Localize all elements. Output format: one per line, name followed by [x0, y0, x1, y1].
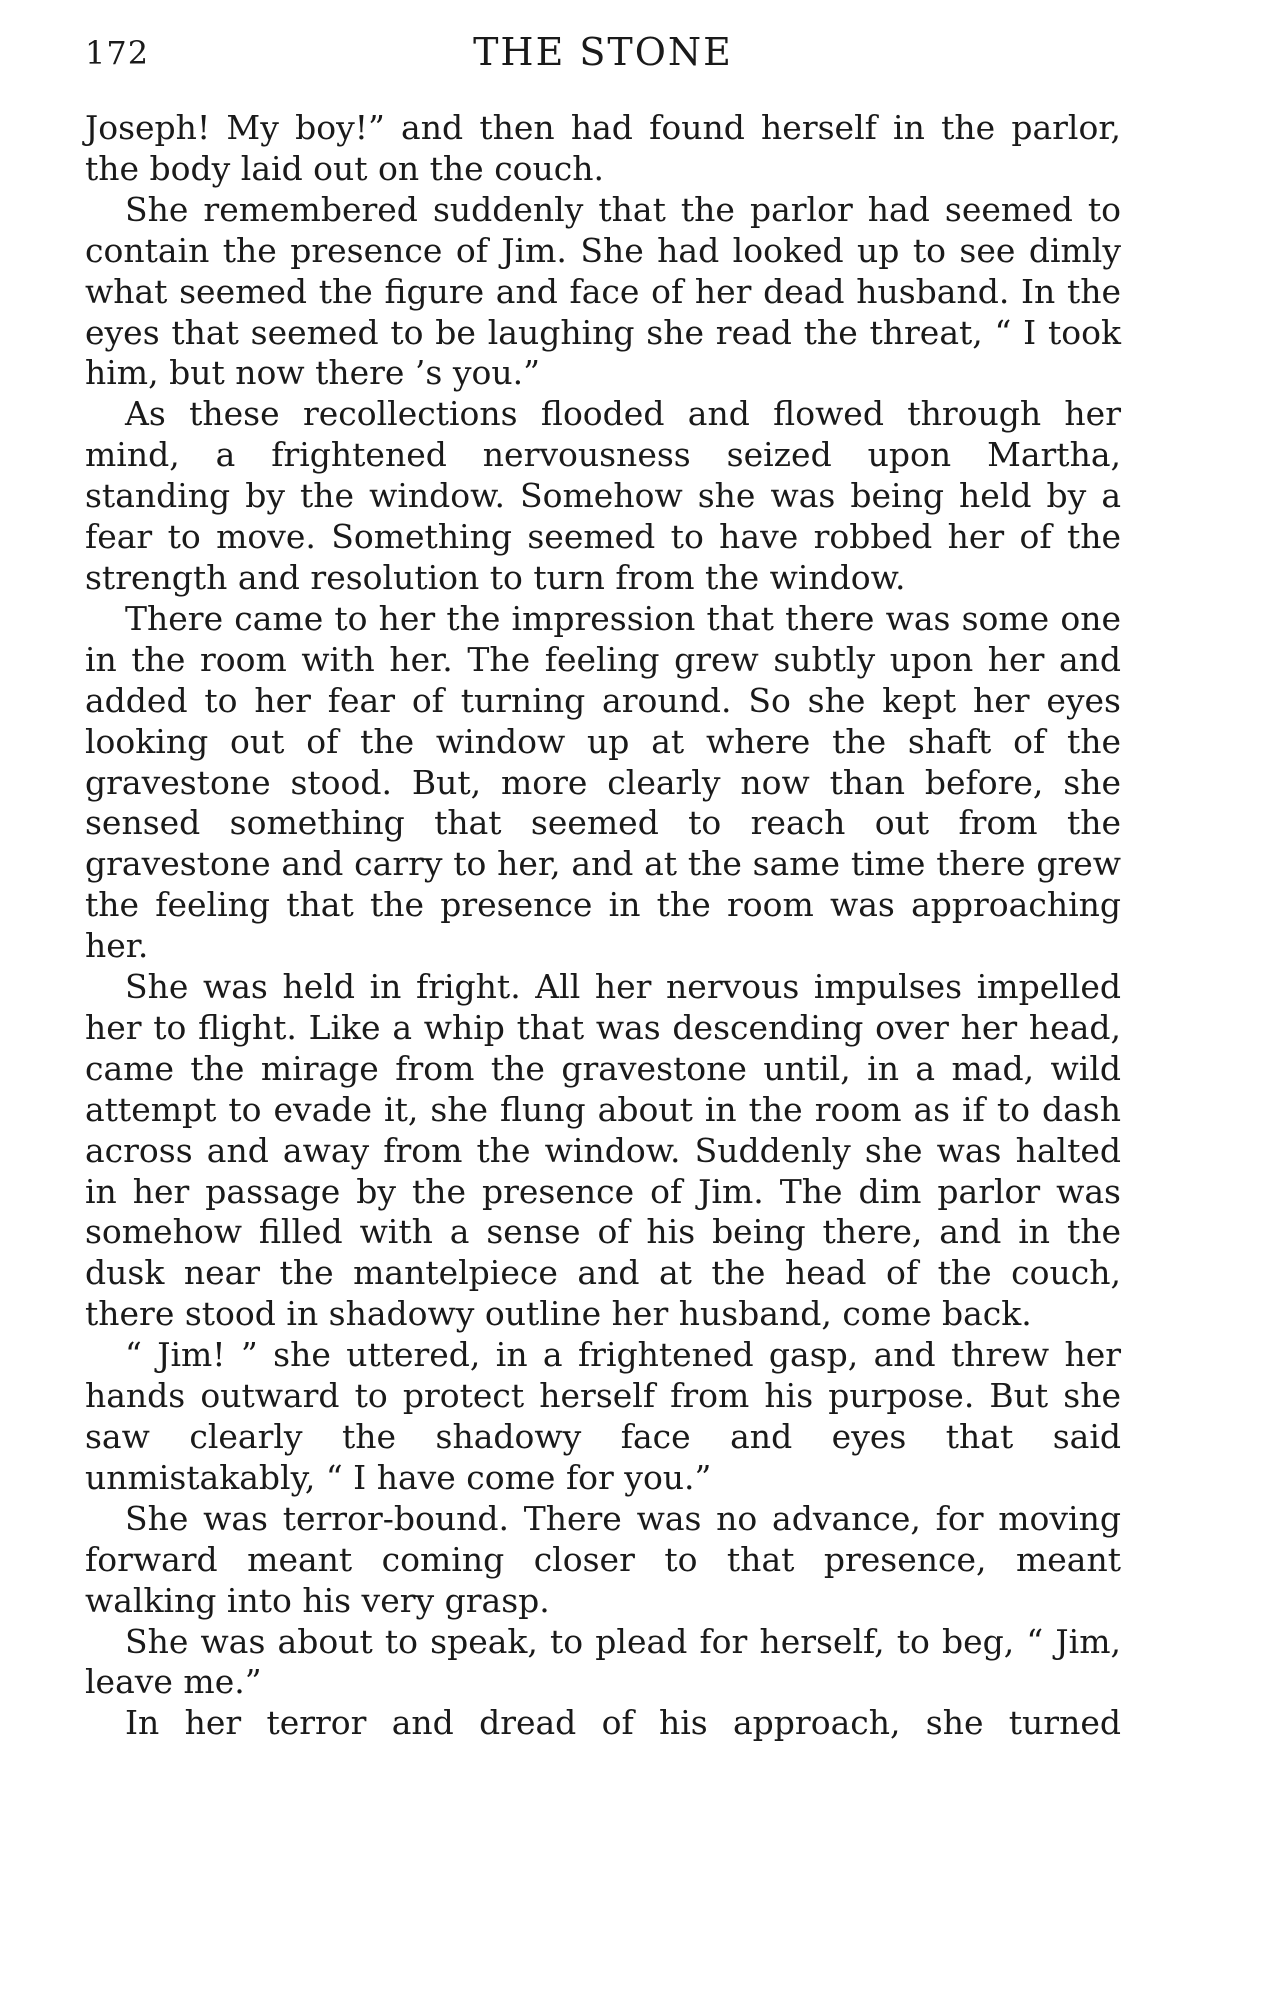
- running-title: THE STONE: [473, 30, 733, 74]
- paragraph-6: “ Jim! ” she uttered, in a frightened gasp, and threw her hands outward to protect herself from his purpose. But she saw clearly the shadowy face and eyes that said unmistakably, “ I have come for you.”: [85, 1335, 1121, 1497]
- paragraph-2: She remembered suddenly that the parlor had seemed to contain the presence of Jim. She had looked up to see dimly what seemed the figure and face of her dead husband. In the eyes that seemed to be laughing she read the threat, “ I took him, but now there ’s you.”: [85, 189, 1121, 393]
- paragraph-5: She was held in fright. All her nervous impulses impelled her to flight. Like a whip that was descending over her head, came the mirage from the gravestone until, in a mad, wild attempt to evade it, she flung about in the room as if to dash across and away from the window. Suddenly she was halted in her passage by the presence of Jim. The dim parlor was somehow filled with a sense of his being there, and in the dusk near the mantelpiece and at the head of the couch, there stood in shadowy outline her husband, come back.: [85, 967, 1121, 1334]
- paragraph-7: She was terror-bound. There was no advance, for moving forward meant coming closer to that presence, meant walking into his very grasp.: [85, 1498, 1121, 1620]
- page-number: 172: [85, 34, 150, 72]
- paragraph-4: There came to her the impression that there was some one in the room with her. The feeling grew subtly upon her and added to her fear of turning around. So she kept her eyes looking out of the window up at where the shaft of the gravestone stood. But, more clearly now than before, she sensed something that seemed to reach out from the gravestone and carry to her, and at the same time there grew the feeling that the presence in the room was approaching her.: [85, 598, 1121, 966]
- paragraph-9: In her terror and dread of his approach, she turned: [125, 1703, 1121, 1743]
- body-text: [85, 108, 1121, 1744]
- paragraph-8: She was about to speak, to plead for herself, to beg, “ Jim, leave me.”: [85, 1621, 1121, 1702]
- paragraph-1: Joseph! My boy!” and then had found herself in the parlor, the body laid out on the couch.: [85, 108, 1121, 188]
- running-head: [85, 30, 1121, 80]
- paragraph-3: As these recollections flooded and flowed through her mind, a frightened nervousness seized upon Martha, standing by the window. Somehow she was being held by a fear to move. Something seemed to have robbed her of the strength and resolution to turn from the window.: [85, 394, 1121, 597]
